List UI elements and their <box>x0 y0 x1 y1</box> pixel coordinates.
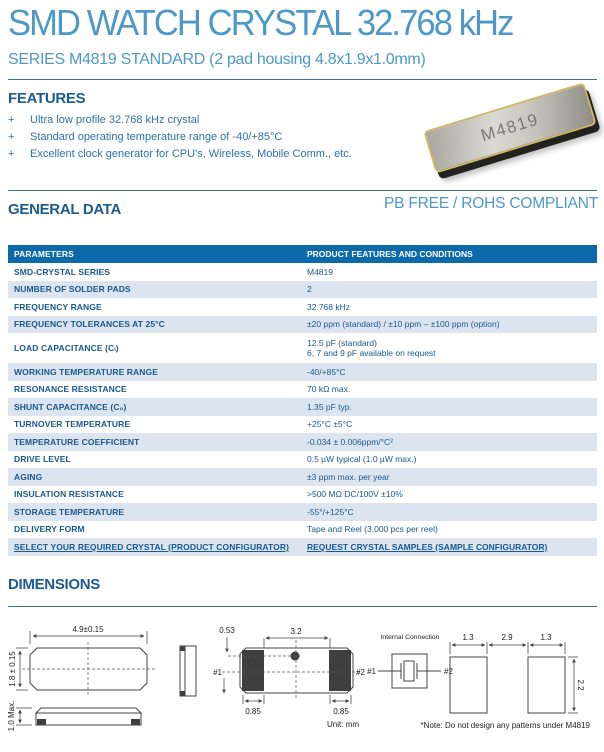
crystal-top-face <box>423 82 597 173</box>
dim-pad-width-right: 0.85 <box>333 707 349 716</box>
divider <box>8 190 597 191</box>
table-header-row <box>8 245 597 263</box>
table-row <box>8 363 597 381</box>
param-label: DRIVE LEVEL <box>14 454 71 465</box>
general-data-heading: GENERAL DATA <box>8 201 122 218</box>
dimension-drawings <box>0 618 604 752</box>
plus-bullet-icon: + <box>8 114 15 126</box>
table-links-row <box>8 538 597 556</box>
param-label: RESONANCE RESISTANCE <box>14 384 127 395</box>
pattern-note: *Note: Do not design any patterns under M4819 <box>420 721 590 730</box>
list-item <box>8 129 408 146</box>
dim-pad-offset: 0.53 <box>219 626 235 635</box>
top-view-drawing <box>8 625 155 696</box>
dim-pad-span: 3.2 <box>290 627 302 636</box>
product-configurator-link[interactable]: SELECT YOUR REQUIRED CRYSTAL (PRODUCT CONFIGURATOR) <box>14 541 290 552</box>
features-list <box>8 112 408 163</box>
dim-land-pad-w-right: 1.3 <box>540 633 552 642</box>
param-value: 70 kΩ max. <box>307 384 351 395</box>
feature-text: Ultra low profile 32.768 kHz crystal <box>30 114 200 126</box>
table-row <box>8 416 597 434</box>
table-row <box>8 316 597 334</box>
side-view-drawing <box>7 701 141 732</box>
param-value: 2 <box>307 284 312 295</box>
param-label: WORKING TEMPERATURE RANGE <box>14 366 159 377</box>
table-row <box>8 263 597 281</box>
land-pattern-drawing <box>421 633 591 730</box>
param-value: 32.768 kHz <box>307 301 350 312</box>
compliance-badge: PB FREE / ROHS COMPLIANT <box>384 195 598 212</box>
unit-label: Unit: mm <box>327 720 359 729</box>
param-label: DELIVERY FORM <box>14 524 85 535</box>
sample-configurator-link[interactable]: REQUEST CRYSTAL SAMPLES (SAMPLE CONFIGURATOR) <box>307 541 548 552</box>
features-heading: FEATURES <box>8 90 86 107</box>
table-row <box>8 468 597 486</box>
param-value: -55°/+125°C <box>307 506 354 517</box>
param-value: M4819 <box>307 266 333 277</box>
pin1-label: #1 <box>213 668 222 677</box>
dim-side-height: 1.0 Max. <box>7 700 16 732</box>
param-label: FREQUENCY TOLERANCES AT 25°C <box>14 319 165 330</box>
param-value: ±3 ppm max. per year <box>307 471 390 482</box>
param-value <box>307 338 597 359</box>
crystal-package <box>427 88 601 179</box>
general-data-table <box>8 245 597 556</box>
param-label: FREQUENCY RANGE <box>14 301 102 312</box>
page-subtitle: SERIES M4819 STANDARD (2 pad housing 4.8x1.9x1.0mm) <box>8 51 426 68</box>
table-row <box>8 281 597 299</box>
plus-bullet-icon: + <box>8 131 15 143</box>
table-row <box>8 503 597 521</box>
column-header: PARAMETERS <box>14 249 74 259</box>
param-value: 0.5 µW typical (1.0 µW max.) <box>307 454 417 465</box>
param-label: STORAGE TEMPERATURE <box>14 506 125 517</box>
column-header: PRODUCT FEATURES AND CONDITIONS <box>307 249 473 259</box>
dim-top-height: 1.8 ± 0.15 <box>8 651 17 687</box>
param-value-line2: 6, 7 and 9 pF available on request <box>307 348 436 358</box>
param-value: >500 MΩ DC/100V ±10% <box>307 489 403 500</box>
feature-text: Excellent clock generator for CPU's, Wireless, Mobile Comm., etc. <box>30 148 352 160</box>
dim-land-height: 2.2 <box>576 679 585 691</box>
param-label: SHUNT CAPACITANCE (C₀) <box>14 401 127 412</box>
param-value-line1: 12.5 pF (standard) <box>307 337 377 348</box>
ic-pin2-label: #2 <box>444 667 453 676</box>
dimensions-heading: DIMENSIONS <box>8 576 101 593</box>
dim-pad-width-left: 0.85 <box>245 707 261 716</box>
table-row <box>8 451 597 469</box>
dim-land-pad-w-left: 1.3 <box>462 633 474 642</box>
param-label: TURNOVER TEMPERATURE <box>14 419 131 430</box>
param-label: AGING <box>14 471 43 482</box>
crystal-marking: M4819 <box>478 109 542 146</box>
table-row <box>8 333 597 363</box>
internal-connection-diagram <box>367 634 453 688</box>
divider <box>8 606 597 607</box>
dim-land-gap: 2.9 <box>501 633 513 642</box>
divider <box>8 79 597 80</box>
table-row <box>8 433 597 451</box>
param-label: SMD-CRYSTAL SERIES <box>14 266 111 277</box>
plus-bullet-icon: + <box>8 148 15 160</box>
param-value: ±20 ppm (standard) / ±10 ppm – ±100 ppm (option) <box>307 319 500 330</box>
param-label: LOAD CAPACITANCE (Cₗ) <box>14 342 119 353</box>
param-value: Tape and Reel (3.000 pcs per reel) <box>307 524 438 535</box>
dim-top-width: 4.9±0.15 <box>72 625 104 634</box>
list-item <box>8 146 408 163</box>
table-row <box>8 298 597 316</box>
internal-connection-label: Internal Connection <box>380 634 440 641</box>
page-title: SMD WATCH CRYSTAL 32.768 kHz <box>8 2 513 43</box>
pin2-label: #2 <box>356 668 365 677</box>
end-view-drawing <box>180 646 196 696</box>
table-row <box>8 521 597 539</box>
param-label: TEMPERATURE COEFFICIENT <box>14 436 140 447</box>
param-label: INSULATION RESISTANCE <box>14 489 124 500</box>
feature-text: Standard operating temperature range of -40/+85°C <box>30 131 283 143</box>
param-label: NUMBER OF SOLDER PADS <box>14 284 131 295</box>
list-item <box>8 112 408 129</box>
product-photo <box>422 84 602 184</box>
table-row <box>8 398 597 416</box>
param-value: +25°C ±5°C <box>307 419 353 430</box>
bottom-view-drawing <box>213 626 365 729</box>
table-row <box>8 486 597 504</box>
param-value: -0.034 ± 0.006ppm/°C² <box>307 436 394 447</box>
param-value: -40/+85°C <box>307 366 346 377</box>
param-value: 1.35 pF typ. <box>307 401 352 412</box>
table-row <box>8 381 597 399</box>
ic-pin1-label: #1 <box>367 667 376 676</box>
